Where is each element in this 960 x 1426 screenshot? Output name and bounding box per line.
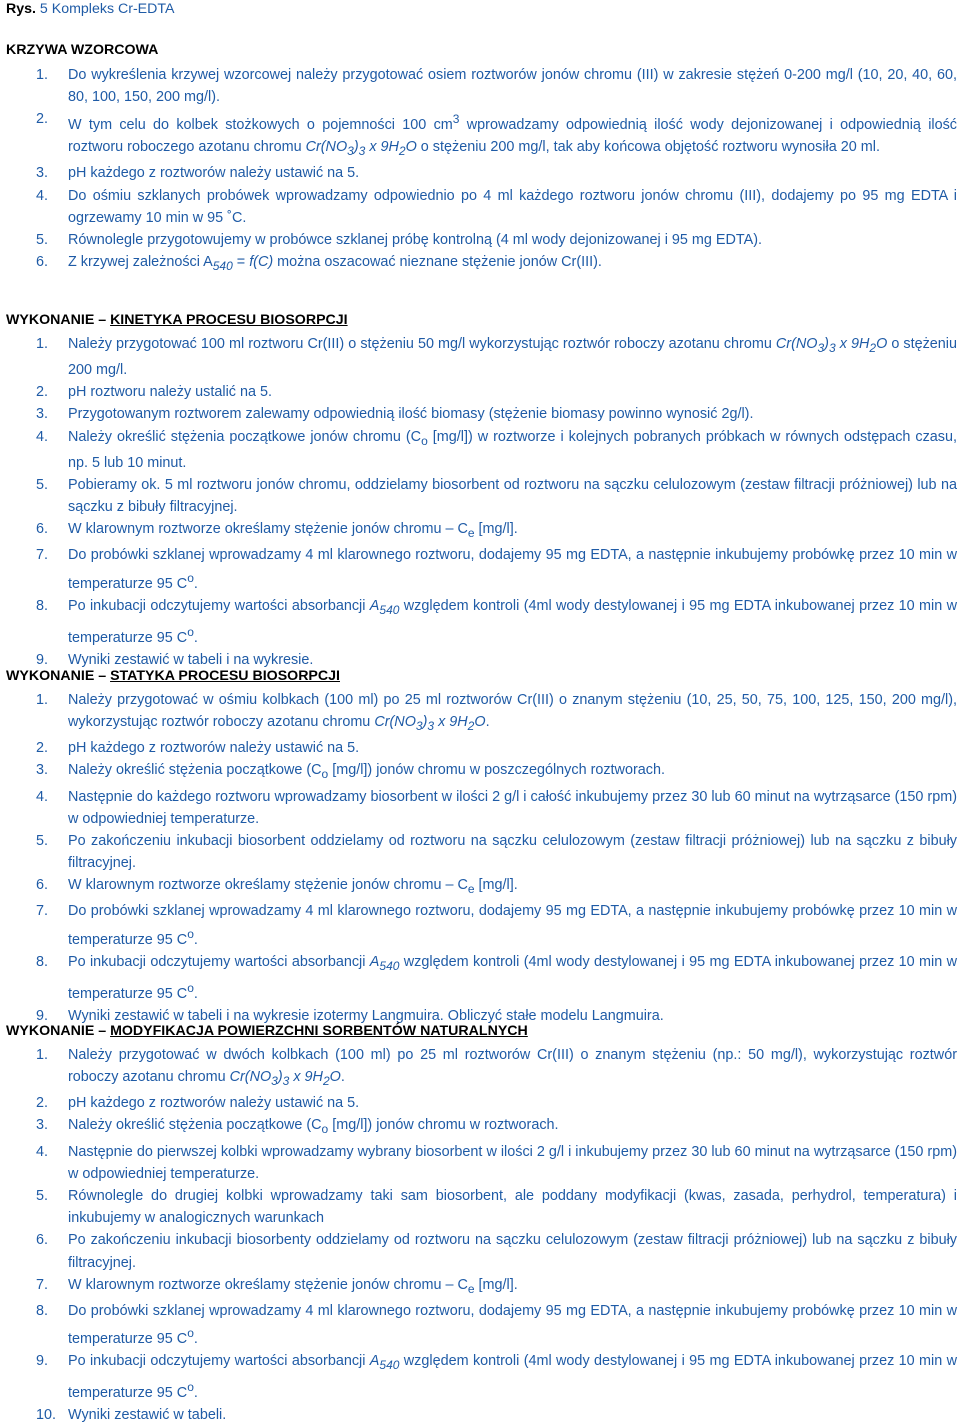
item-number: 6. xyxy=(36,254,49,271)
item-text: Do wykreślenia krzywej wzorcowej należy przygotować osiem roztworów jonów chromu (III) w zakresie stężeń 0-200 mg/l (10, 20, 40, 60, 80, 100, 150, 200 mg/l). xyxy=(68,67,957,106)
item-text: Do probówki szklanej wprowadzamy 4 ml klarownego roztworu, dodajemy 95 mg EDTA, a następnie inkubujemy probówkę przez 10 min w temperaturze 95 $C^o$. xyxy=(68,1302,957,1347)
item-text: Równolegle do drugiej kolbki wprowadzamy taki sam biosorbent, ale poddany modyfikacji (kwas, zasada, perhydrol, temperatura) i inkubujemy w analogicznych warunkach xyxy=(68,1187,957,1227)
item-text: Do probówki szklanej wprowadzamy 4 ml klarownego roztworu, dodajemy 95 mg EDTA, a następnie inkubujemy probówkę przez 10 min w temperaturze 95 $C^o$. xyxy=(68,903,957,948)
item-number: 1. xyxy=(36,692,49,708)
item-text: Wyniki zestawić w tabeli i na wykresie izotermy Langmuira. Obliczyć stałe modelu Langmuira. xyxy=(68,1007,664,1024)
item-number: 4. xyxy=(36,1143,49,1160)
item-text: Następnie do pierwszej kolbki wprowadzamy wybrany biosorbent w ilości 2 g/l i inkubujemy przez 30 lub 60 minut na wytrząsarce (150 rpm) w odpowiedniej temperaturze. xyxy=(68,1143,957,1182)
item-text: Z krzywej zależności $A_{540} = f(C)$ można oszacować nieznane stężenie jonów Cr(III). xyxy=(68,254,602,274)
list-item xyxy=(0,403,960,425)
section-heading-modyfikacja xyxy=(6,1022,528,1040)
heading-part: MODYFIKACJA POWIERZCHNI SORBENTÓW NATURALNYCH xyxy=(110,1023,528,1039)
list-item xyxy=(0,595,960,649)
heading-part: KRZYWA WZORCOWA xyxy=(6,42,159,58)
heading-part: WYKONANIE – xyxy=(6,668,111,684)
figure-caption xyxy=(6,0,174,18)
section-list-modyfikacja xyxy=(0,1044,960,1426)
item-number: 5. xyxy=(36,1187,49,1204)
item-text: Należy określić stężenia początkowe ($C_o$ [mg/l]) jonów chromu w poszczególnych roztworach. xyxy=(68,762,665,782)
heading-part: WYKONANIE – xyxy=(6,312,111,328)
list-item xyxy=(0,1404,960,1426)
section-list-statyka xyxy=(0,689,960,1027)
item-text: W klarownym roztworze określamy stężenie jonów chromu – $C_e$ [mg/l]. xyxy=(68,521,518,541)
list-item xyxy=(0,830,960,874)
list-item xyxy=(0,474,960,518)
item-text: Do probówki szklanej wprowadzamy 4 ml klarownego roztworu, dodajemy 95 mg EDTA, a następnie inkubujemy probówkę przez 10 min w temperaturze 95 $C^o$. xyxy=(68,547,957,592)
item-text: Wyniki zestawić w tabeli. xyxy=(68,1407,227,1424)
heading-part: STATYKA PROCESU BIOSORPCJI xyxy=(110,668,340,684)
item-number: 5. xyxy=(36,232,49,249)
list-item xyxy=(0,737,960,759)
list-item xyxy=(0,1044,960,1092)
list-item xyxy=(0,1092,960,1114)
item-number: 1. xyxy=(36,67,49,83)
list-item xyxy=(0,951,960,1005)
item-number: 3. xyxy=(36,406,49,423)
item-text: Należy przygotować 100 ml roztworu Cr(III) o stężeniu 50 mg/l wykorzystując roztwór roboczy azotanu chromu $Cr(NO_3)_3$ x $9H_2O$ o stężeniu 200 mg/l. xyxy=(68,336,957,379)
item-number: 1. xyxy=(36,1047,49,1063)
item-text: Należy określić stężenia początkowe jonów chromu ($C_o$ [mg/l]) w roztworze i kolejnych pobranych próbkach w równych odstępach czasu, np. 5 lub 10 minut. xyxy=(68,428,958,471)
list-item xyxy=(0,1141,960,1185)
heading-part: WYKONANIE – xyxy=(6,1023,111,1039)
item-text: Należy przygotować w ośmiu kolbkach (100 ml) po 25 ml roztworów Cr(III) o znanym stężeniu (10, 25, 50, 75, 100, 125, 150, 200 mg/l), wykorzystując roztwór roboczy azotanu chromu $Cr(NO_3)_3$ x $9H_2O$. xyxy=(68,692,957,734)
item-number: 7. xyxy=(36,547,49,564)
item-text: Należy przygotować w dwóch kolbkach (100 ml) po 25 ml roztworów Cr(III) o znanym stężeniu (np.: 50 mg/l), wykorzystując roztwór roboczy azotanu chromu $Cr(NO_3)_3$ x $9H_2O$. xyxy=(68,1047,957,1089)
item-text: Po inkubacji odczytujemy wartości absorbancji $A_{540}$ względem kontroli (4ml wody destylowanej i 95 mg EDTA inkubowanej przez 10 min w temperaturze 95 $C^o$. xyxy=(68,597,957,646)
list-item xyxy=(0,251,960,277)
item-number: 10. xyxy=(36,1407,57,1424)
list-item xyxy=(0,689,960,737)
list-item xyxy=(0,518,960,544)
list-item xyxy=(0,426,960,474)
heading-part: KINETYKA PROCESU BIOSORPCJI xyxy=(110,312,348,328)
item-text: Po inkubacji odczytujemy wartości absorbancji $A_{540}$ względem kontroli (4ml wody destylowanej i 95 mg EDTA inkubowanej przez 10 min w temperaturze 95 $C^o$. xyxy=(68,1353,957,1401)
item-number: 6. xyxy=(36,877,49,894)
item-number: 5. xyxy=(36,476,49,493)
section-heading-kinetyka xyxy=(6,311,348,329)
item-number: 4. xyxy=(36,788,49,805)
item-number: 6. xyxy=(36,521,49,538)
item-number: 8. xyxy=(36,953,49,970)
list-item xyxy=(0,786,960,830)
item-text: W tym celu do kolbek stożkowych o pojemności 100 $cm^3$ wprowadzamy odpowiednią ilość wody dejonizowanej i odpowiednią ilość roztworu roboczego azotanu chromu $Cr(NO_3)_3$ x $9H_2O$ o stężeniu 200 mg/l, tak aby końcowa objętość roztworu wynosiła 20 ml. xyxy=(68,112,957,159)
list-item xyxy=(0,759,960,785)
item-number: 9. xyxy=(36,1007,49,1024)
list-item xyxy=(0,1114,960,1140)
item-text: Wyniki zestawić w tabeli i na wykresie. xyxy=(68,651,314,668)
item-number: 7. xyxy=(36,1276,49,1293)
list-item xyxy=(0,381,960,403)
item-text: Do ośmiu szklanych probówek wprowadzamy odpowiednio po 4 ml każdego roztworu jonów chromu (III), dodajemy po 95 mg EDTA i ogrzewamy 10 min w 95 ˚C. xyxy=(68,187,957,226)
list-item xyxy=(0,1185,960,1229)
item-number: 2. xyxy=(36,384,49,401)
item-number: 2. xyxy=(36,1095,49,1112)
section-heading-krzywa-wzorcowa xyxy=(6,41,158,59)
item-number: 6. xyxy=(36,1232,49,1249)
list-item xyxy=(0,1274,960,1300)
item-number: 8. xyxy=(36,597,49,614)
section-list-krzywa-wzorcowa xyxy=(0,64,960,277)
item-text: Po inkubacji odczytujemy wartości absorbancji $A_{540}$ względem kontroli (4ml wody destylowanej i 95 mg EDTA inkubowanej przez 10 min w temperaturze 95 $C^o$. xyxy=(68,953,957,1002)
section-heading-statyka xyxy=(6,667,340,685)
item-text: Przygotowanym roztworem zalewamy odpowiednią ilość biomasy (stężenie biomasy powinno wynosić 2g/l). xyxy=(68,406,754,423)
item-number: 9. xyxy=(36,1353,49,1370)
item-number: 2. xyxy=(36,740,49,757)
item-number: 4. xyxy=(36,428,49,445)
item-number: 2. xyxy=(36,111,49,128)
list-item xyxy=(0,64,960,108)
item-text: Równolegle przygotowujemy w probówce szklanej próbę kontrolną (4 ml wody dejonizowanej i 95 mg EDTA). xyxy=(68,232,763,249)
item-number: 4. xyxy=(36,187,49,204)
item-text: Po zakończeniu inkubacji biosorbent oddzielamy od roztworu na sączku celulozowym (zestaw filtracji próżniowej) lub na sączku z bibuły filtracyjnej. xyxy=(68,832,957,872)
item-text: Następnie do każdego roztworu wprowadzamy biosorbent w ilości 2 g/l i całość inkubujemy przez 30 lub 60 minut na wytrząsarce (150 rpm) w odpowiedniej temperaturze. xyxy=(68,788,957,827)
item-number: 9. xyxy=(36,651,49,668)
item-text: pH roztworu należy ustalić na 5. xyxy=(68,384,272,401)
list-item xyxy=(0,108,960,162)
item-text: W klarownym roztworze określamy stężenie jonów chromu – $C_e$ [mg/l]. xyxy=(68,877,518,897)
list-item xyxy=(0,900,960,950)
list-item xyxy=(0,162,960,184)
item-number: 5. xyxy=(36,832,49,849)
list-item xyxy=(0,229,960,251)
item-number: 8. xyxy=(36,1302,49,1319)
item-number: 7. xyxy=(36,903,49,920)
item-text: Należy określić stężenia początkowe ($C_o$ [mg/l]) jonów chromu w roztworach. xyxy=(68,1117,559,1137)
item-number: 1. xyxy=(36,336,49,352)
item-text: pH każdego z roztworów należy ustawić na 5. xyxy=(68,1095,360,1112)
item-number: 3. xyxy=(36,165,49,182)
item-text: Po zakończeniu inkubacji biosorbenty oddzielamy od roztworu na sączku celulozowym (zestaw filtracji próżniowej) lub na sączku z bibuły filtracyjnej. xyxy=(68,1232,957,1271)
item-text: Pobieramy ok. 5 ml roztworu jonów chromu, oddzielamy biosorbent od roztworu na sączku celulozowym (zestaw filtracji próżniowej) lub na sączku z bibuły filtracyjnej. xyxy=(68,476,957,516)
item-text: W klarownym roztworze określamy stężenie jonów chromu – $C_e$ [mg/l]. xyxy=(68,1276,518,1296)
list-item xyxy=(0,1229,960,1273)
list-item xyxy=(0,185,960,229)
item-number: 3. xyxy=(36,762,49,779)
section-list-kinetyka xyxy=(0,333,960,671)
item-number: 3. xyxy=(36,1117,49,1134)
item-text: pH każdego z roztworów należy ustawić na 5. xyxy=(68,165,360,182)
item-text: pH każdego z roztworów należy ustawić na 5. xyxy=(68,740,360,757)
caption-prefix: Rys. xyxy=(6,1,36,17)
caption-text: 5 Kompleks Cr-EDTA xyxy=(35,1,175,17)
list-item xyxy=(0,874,960,900)
list-item xyxy=(0,333,960,381)
list-item xyxy=(0,544,960,594)
list-item xyxy=(0,1350,960,1404)
list-item xyxy=(0,1300,960,1350)
